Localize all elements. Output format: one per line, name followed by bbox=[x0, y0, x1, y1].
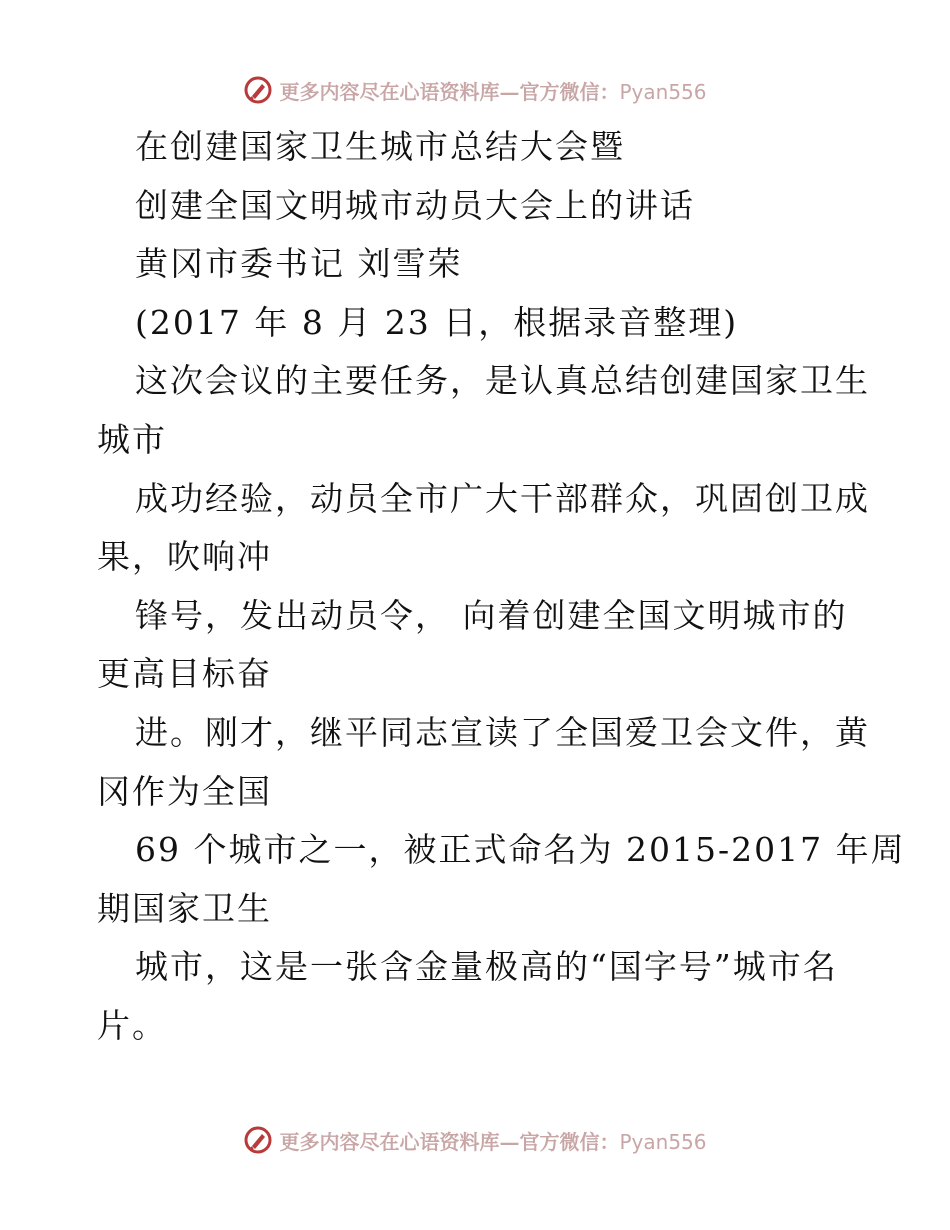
watermark-footer bbox=[0, 1120, 950, 1160]
speaker-line: 黄冈市委书记 刘雪荣 bbox=[135, 244, 463, 284]
pen-circle-icon bbox=[243, 75, 273, 105]
watermark-id: Pyan556 bbox=[619, 1129, 707, 1154]
paragraph-line: 果，吹响冲 bbox=[97, 537, 272, 577]
paragraph-line: 城市 bbox=[97, 419, 167, 459]
paragraph-line: 锋号，发出动员令， 向着创建全国文明城市的 bbox=[135, 595, 848, 635]
watermark-text: 更多内容尽在心语资料库—官方微信：Pyan556 bbox=[279, 1129, 707, 1154]
paragraph-line: 更高目标奋 bbox=[97, 654, 272, 694]
paragraph-line: 冈作为全国 bbox=[97, 771, 272, 811]
watermark-text: 更多内容尽在心语资料库—官方微信：Pyan556 bbox=[279, 79, 707, 104]
paragraph-line: 成功经验，动员全市广大干部群众，巩固创卫成 bbox=[135, 478, 870, 518]
paragraph-line: 69 个城市之一，被正式命名为 2015-2017 年周 bbox=[135, 830, 906, 870]
paragraph-line: 期国家卫生 bbox=[97, 888, 272, 928]
pen-circle-icon bbox=[243, 1125, 273, 1155]
watermark-id: Pyan556 bbox=[619, 79, 707, 104]
speech-title-line-1: 在创建国家卫生城市总结大会暨 bbox=[135, 127, 625, 166]
paragraph-line: 这次会议的主要任务，是认真总结创建国家卫生 bbox=[135, 361, 870, 401]
date-note-line: (2017 年 8 月 23 日，根据录音整理) bbox=[135, 302, 739, 342]
speech-title-line-2: 创建全国文明城市动员大会上的讲话 bbox=[135, 185, 695, 225]
paragraph-line: 片。 bbox=[97, 1005, 167, 1045]
watermark-header bbox=[0, 70, 950, 110]
document-body bbox=[97, 118, 906, 1056]
paragraph-line: 进。刚才，继平同志宣读了全国爱卫会文件，黄 bbox=[135, 712, 870, 752]
paragraph-line: 城市，这是一张含金量极高的“国字号”城市名 bbox=[135, 947, 838, 987]
